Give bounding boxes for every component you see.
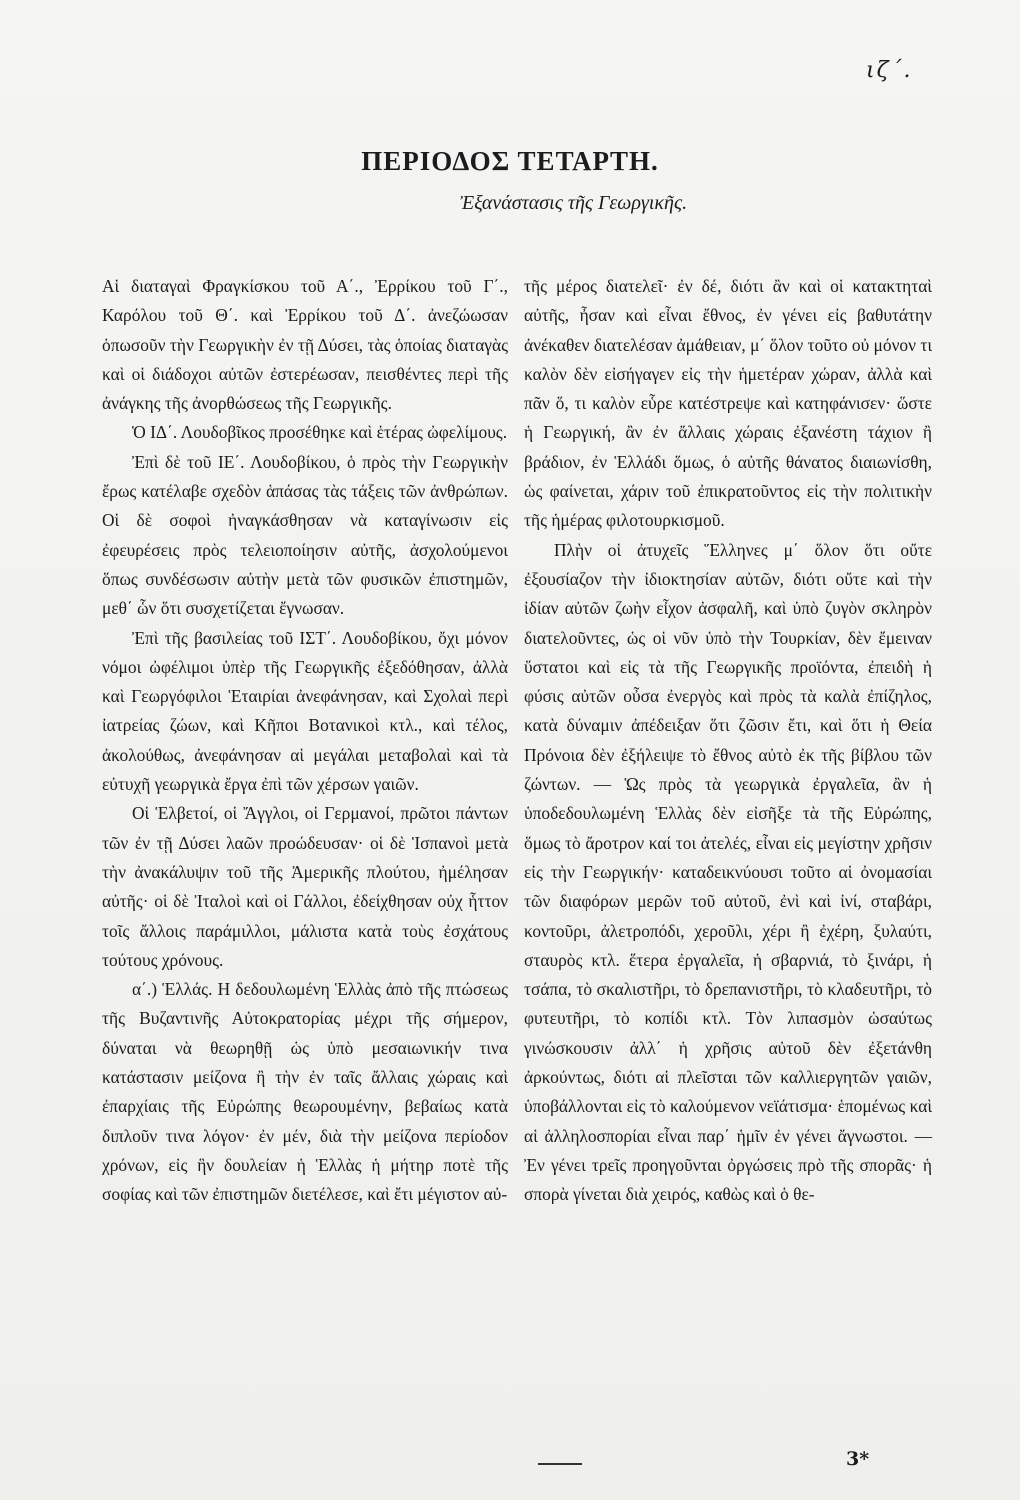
paragraph: Αἱ διαταγαὶ Φραγκίσκου τοῦ Α΄., Ἐρρίκου τοῦ Γ΄., Καρόλου τοῦ Θ΄. καὶ Ἐρρίκου τοῦ Δ΄. ἀνεζώωσαν ὁπωσοῦν τὴν Γεωργικὴν ἐν τῇ Δύσει, τὰς ὁποίας διαταγὰς καὶ οἱ διάδοχοι αὐτῶν ἐστερέωσαν, πεισθέντες περὶ τῆς ἀνάγκης τῆς ἀνορθώσεως τῆς Γεωργικῆς. [102, 276, 508, 414]
footer-rule [538, 1463, 582, 1465]
paragraph: τῆς μέρος διατελεῖ· ἐν δέ, διότι ἂν καὶ οἱ κατακτηταὶ αὐτῆς, ἦσαν καὶ εἶναι ἔθνος, ἐν γένει εἰς βαθυτάτην ἀνέκαθεν διατελέσαν ἀμάθειαν, μ΄ ὅλον τοῦτο οὐ μόνον τι καλὸν δὲν εἰσήγαγεν εἰς τὴν ἡμετέραν χώραν, ἀλλὰ καὶ πᾶν ὅ, τι καλὸν εὗρε κατέστρεψε καὶ κατηφάνισεν· ὥστε ἡ Γεωργική, ἂν ἐν ἄλλαις χώραις ἐξανέστη τάχιον ἢ βράδιον, ἐν Ἑλλάδι ὅμως, ὁ αὐτῆς θάνατος διαιωνίσθη, ὡς φαίνεται, χάριν τοῦ ἐπικρατοῦντος εἰς τὴν πολιτικὴν τῆς ἡμέρας φιλοτουρκισμοῦ. [524, 276, 933, 531]
paragraph: Ὁ ΙΔ΄. Λουδοβῖκος προσέθηκε καὶ ἑτέρας ὠφελίμους. [132, 422, 508, 443]
left-column [102, 272, 508, 1210]
section-title: ΠΕΡΙΟΔΟΣ ΤΕΤΑΡΤΗ. [361, 146, 659, 176]
paragraph: Ἐπὶ τῆς βασιλείας τοῦ ΙΣΤ΄. Λουδοβίκου, ὄχι μόνον νόμοι ὠφέλιμοι ὑπὲρ τῆς Γεωργικῆς ἐξεδόθησαν, ἀλλὰ καὶ Γεωργόφιλοι Ἑταιρίαι ἀνεφάνησαν, καὶ Σχολαὶ περὶ ἰατρείας ζώων, καὶ Κῆποι Βοτανικοὶ κτλ., καὶ τέλος, ἀκολούθως, ἀνεφάνησαν αἱ μεγάλαι μεταβολαὶ καὶ τὰ εὐτυχῆ γεωργικὰ ἔργα ἐπὶ τῶν χέρσων γαιῶν. [102, 627, 508, 795]
section-subtitle: Ἐξανάστασις τῆς Γεωργικῆς. [460, 192, 688, 214]
signature-mark: 3* [846, 1448, 870, 1470]
page-folio: ιζ΄. [866, 58, 913, 83]
paragraph: Οἱ Ἑλβετοί, οἱ Ἄγγλοι, οἱ Γερμανοί, πρῶτοι πάντων τῶν ἐν τῇ Δύσει λαῶν προώδευσαν· οἱ δὲ Ἱσπανοὶ μετὰ τὴν ἀνακάλυψιν τοῦ τῆς Ἀμερικῆς πλούτου, ἠμέλησαν αὐτῆς· οἱ δὲ Ἰταλοὶ καὶ οἱ Γάλλοι, ἐδείχθησαν οὐχ ἧττον τοῖς ἄλλοις παράμιλλοι, μάλιστα κατὰ τοὺς ἐσχάτους τούτους χρόνους. [102, 803, 508, 970]
paragraph: Πλὴν οἱ ἀτυχεῖς Ἕλληνες μ΄ ὅλον ὅτι οὔτε ἐξουσίαζον τὴν ἰδιοκτησίαν αὐτῶν, διότι οὔτε καὶ τὴν ἰδίαν αὐτῶν ζωὴν εἶχον ἀσφαλῆ, καὶ ὑπὸ ζυγὸν σκληρὸν διατελοῦντες, ὡς οἱ νῦν ὑπὸ τὴν Τουρκίαν, δὲν ἔμειναν ὕστατοι καὶ εἰς τὰ τῆς Γεωργικῆς προϊόντα, ἐπειδὴ ἡ φύσις αὐτῶν οὖσα ἐνεργὸς καὶ πρὸς τὰ καλὰ ἐπίζηλος, κατὰ δύναμιν ἀπέδειξαν ὅτι ζῶσιν ἔτι, καὶ ὅτι ἡ Θεία Πρόνοια δὲν ἐξήλειψε τὸ ἔθνος αὐτὸ ἐκ τῆς βίβλου τῶν ζώντων. — Ὡς πρὸς τὰ γεωργικὰ ἐργαλεῖα, ἂν ἡ ὑποδεδουλωμένη Ἑλλὰς δὲν εἰσῆξε τὰ τῆς Εὐρώπης, ὅμως τὸ ἄροτρον καί τοι ἀτελές, εἶναι εἰς μεγίστην χρῆσιν εἰς τὴν Γεωργικήν· καταδεικνύουσι τοῦτο αἱ ὀνομασίαι τῶν διαφόρων μερῶν τοῦ αὐτοῦ, ἐνὶ καὶ ἰνί, σταβάρι, κοντοῦρι, ἀλετροπόδι, χεροῦλι, χέρι ἢ ἐχέρη, ξυλαύτι, σταυρὸς κτλ. ἕτερα ἐργαλεῖα, ἡ σβαρνιά, τὸ ξινάρι, ἡ τσάπα, τὸ σκαλιστῆρι, τὸ δρεπανιστῆρι, τὸ κλαδευτῆρι, τὸ φυτευτῆρι, τὸ κοπίδι κτλ. Τὸν λιπασμὸν ὡσαύτως γινώσκουσιν ἀλλ΄ ἡ χρῆσις αὐτοῦ δὲν ἐξετάνθη ἀρκούντως, διότι αἱ πλεῖσται τῶν καλλιεργητῶν γαιῶν, ὑποβάλλονται εἰς τὸ καλούμενον νεϊάτισμα· ἑπομένως καὶ αἱ ἀλληλοσπορίαι εἶναι παρ΄ ἡμῖν ἐν γένει ἄγνωστοι. — Ἐν γένει τρεῖς προηγοῦνται ὀργώσεις πρὸ τῆς σπορᾶς· ἡ σπορὰ γίνεται διὰ χειρός, καθὼς καὶ ὁ θε- [524, 539, 932, 1205]
right-column [524, 272, 932, 1210]
paragraph: α΄.) Ἑλλάς. Η δεδουλωμένη Ἑλλὰς ἀπὸ τῆς πτώσεως τῆς Βυζαντινῆς Αὐτοκρατορίας μέχρι τῆς σήμερον, δύναται νὰ θεωρηθῇ ὡς ὑπὸ μεσαιωνικήν τινα κατάστασιν μείζονα ἢ τὴν ἐν ταῖς ἄλλαις χώραις καὶ ἐπαρχίαις τῆς Εὐρώπης θεωρουμένην, βεβαίως κατὰ διπλοῦν τινα λόγον· ἐν μέν, διὰ τὴν μείζονα περίοδον χρόνων, εἰς ἣν δουλείαν ἡ Ἑλλὰς ἡ μήτηρ ποτὲ τῆς σοφίας καὶ τῶν ἐπιστημῶν διετέλεσε, καὶ ἔτι μέγιστον αὐ- [102, 979, 508, 1205]
paragraph: Ἐπὶ δὲ τοῦ ΙΕ΄. Λουδοβίκου, ὁ πρὸς τὴν Γεωργικὴν ἔρως κατέλαβε σχεδὸν ἁπάσας τὰς τάξεις τῶν ἀνθρώπων. Οἱ δὲ σοφοὶ ἠναγκάσθησαν νὰ καταγίνωσιν εἰς ἐφευρέσεις πρὸς τελειοποίησιν αὐτῆς, ἀσχολούμενοι ὅπως συνδέσωσιν αὐτὴν μετὰ τῶν φυσικῶν ἐπιστημῶν, μεθ΄ ὧν ὅτι συσχετίζεται ἔγνωσαν. [102, 451, 508, 619]
